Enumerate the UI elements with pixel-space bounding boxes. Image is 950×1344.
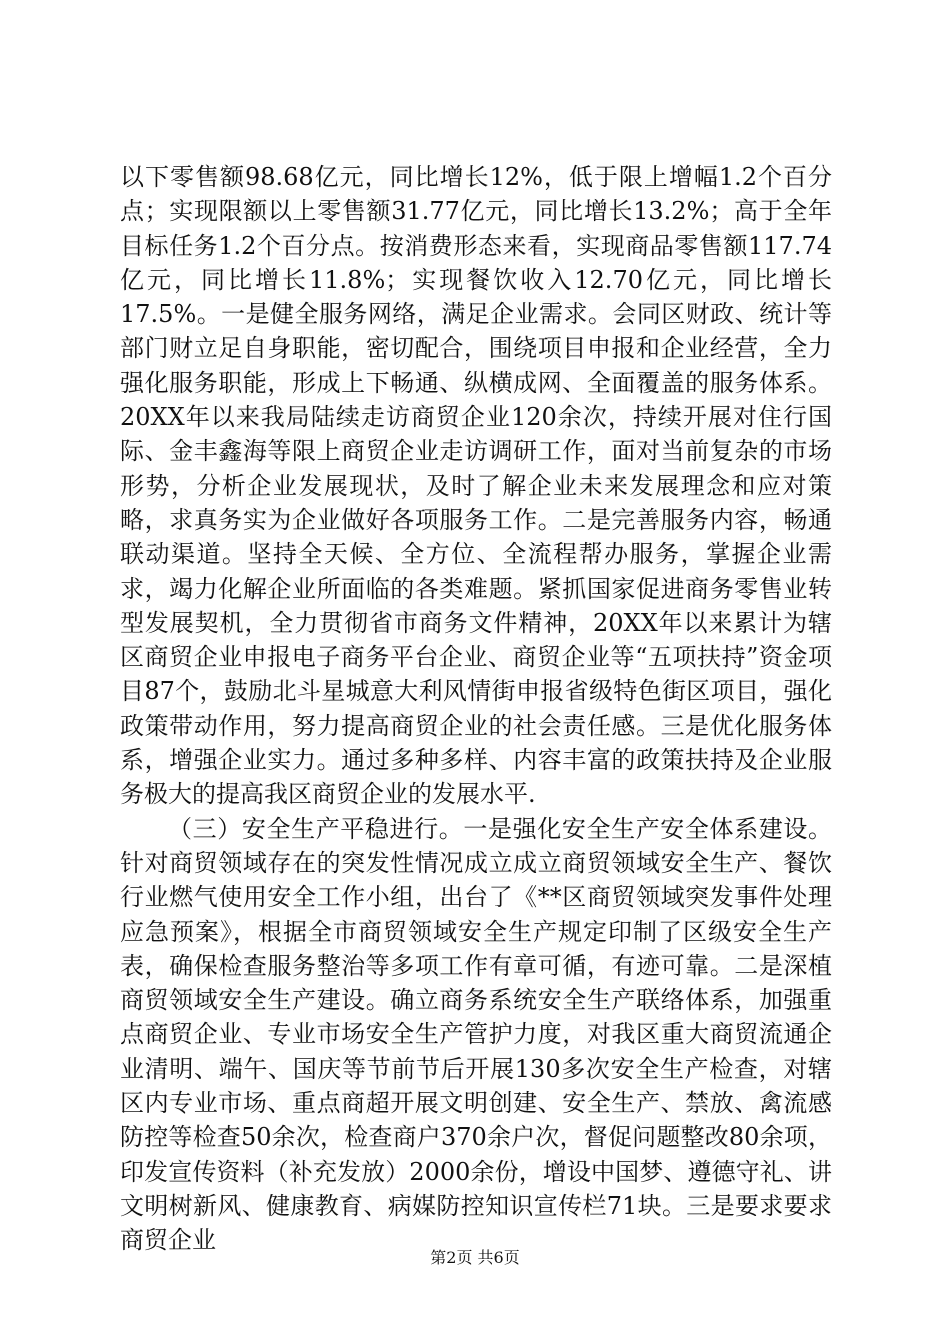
page-footer: 第2页 共6页	[430, 1248, 520, 1267]
document-body	[120, 160, 832, 1258]
paragraph-2: （三）安全生产平稳进行。一是强化安全生产安全体系建设。针对商贸领域存在的突发性情况成立成立商贸领域安全生产、餐饮行业燃气使用安全工作小组，出台了《**区商贸领域突发事件处理应急预案》，根据全市商贸领域安全生产规定印制了区级安全生产表，确保检查服务整治等多项工作有章可循，有迹可靠。二是深植商贸领域安全生产建设。确立商务系统安全生产联络体系，加强重点商贸企业、专业市场安全生产管护力度，对我区重大商贸流通企业清明、端午、国庆等节前节后开展130多次安全生产检查，对辖区内专业市场、重点商超开展文明创建、安全生产、禁放、禽流感防控等检查50余次，检查商户370余户次，督促问题整改80余项，印发宣传资料（补充发放）2000余份，增设中国梦、遵德守礼、讲文明树新风、健康教育、病媒防控知识宣传栏71块。三是要求要求商贸企业	[120, 814, 832, 1255]
paragraph-1: 以下零售额98.68亿元，同比增长12%，低于限上增幅1.2个百分点；实现限额以上零售额31.77亿元，同比增长13.2%；高于全年目标任务1.2个百分点。按消费形态来看，实现商品零售额117.74亿元，同比增长11.8%；实现餐饮收入12.70亿元，同比增长17.5%。一是健全服务网络，满足企业需求。会同区财政、统计等部门财立足自身职能，密切配合，围绕项目申报和企业经营，全力强化服务职能，形成上下畅通、纵横成网、全面覆盖的服务体系。20XX年以来我局陆续走访商贸企业120余次，持续开展对住行国际、金丰鑫海等限上商贸企业走访调研工作，面对当前复杂的市场形势，分析企业发展现状，及时了解企业未来发展理念和应对策略，求真务实为企业做好各项服务工作。二是完善服务内容，畅通联动渠道。坚持全天候、全方位、全流程帮办服务，掌握企业需求，竭力化解企业所面临的各类难题。紧抓国家促进商务零售业转型发展契机，全力贯彻省市商务文件精神，20XX年以来累计为辖区商贸企业申报电子商务平台企业、商贸企业等“五项扶持”资金项目87个，鼓励北斗星城意大利风情街申报省级特色街区项目，强化政策带动作用，努力提高商贸企业的社会责任感。三是优化服务体系，增强企业实力。通过多种多样、内容丰富的政策扶持及企业服务极大的提高我区商贸企业的发展水平.	[120, 163, 832, 809]
